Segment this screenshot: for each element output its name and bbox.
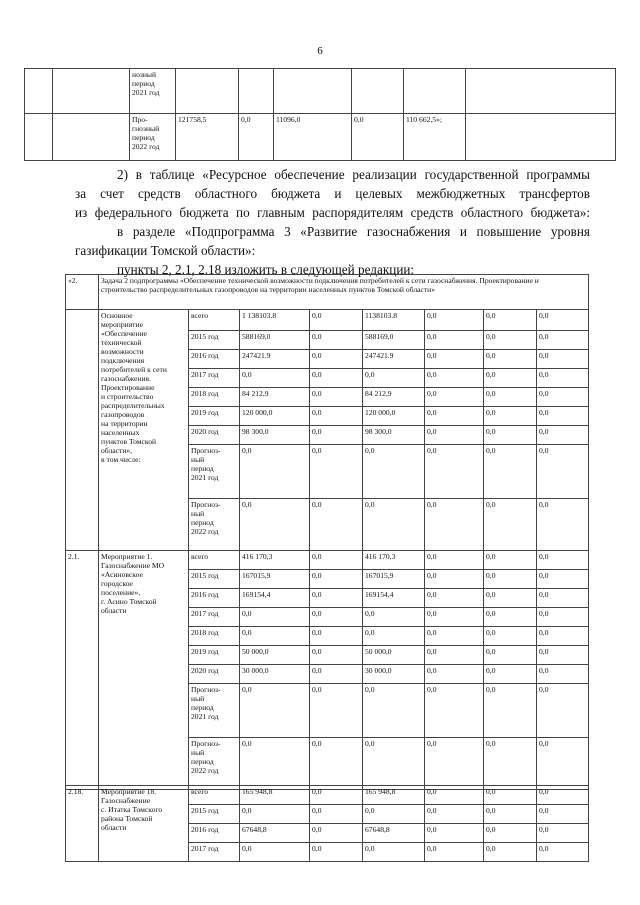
period-cell: Прогноз- ный период 2021 год (189, 684, 240, 738)
period-cell: 2015 год (189, 570, 240, 589)
value-cell: 0,0 (425, 570, 484, 589)
period-cell: 2017 год (189, 369, 240, 388)
value-cell: 0,0 (484, 684, 537, 738)
top-total-cell: 121758,5 (176, 114, 239, 161)
value-cell: 0,0 (537, 646, 589, 665)
top-value-cell: 0,0 (239, 114, 274, 161)
main-table (65, 274, 589, 790)
value-cell: 0,0 (484, 627, 537, 646)
total-cell: 0,0 (240, 627, 310, 646)
text-line: газификации Томской области»: (75, 243, 256, 258)
total-cell: 0,0 (240, 608, 310, 627)
value-cell: 0,0 (537, 388, 589, 407)
value-cell: 0,0 (484, 331, 537, 350)
value-cell: 0,0 (425, 646, 484, 665)
value-cell: 0,0 (310, 843, 363, 862)
bottom-table (65, 785, 589, 862)
value-cell: 0,0 (484, 551, 537, 570)
value-cell: 0,0 (537, 824, 589, 843)
text-line: 2) в таблице «Ресурсное обеспечение реализации государственной программы (117, 167, 590, 182)
total-cell: 84 212,9 (240, 388, 310, 407)
value-cell: 0,0 (310, 684, 363, 738)
row-number: 2.18. (66, 786, 99, 862)
value-cell: 0,0 (537, 445, 589, 499)
period-cell: 2016 год (189, 350, 240, 369)
value-cell: 167015,9 (363, 570, 425, 589)
task-title: Задача 2 подпрограммы «Обеспечение технической возможности подключения потребителей к сети газоснабжения. Проектирование и строительство распределительных газопроводов на территории населенных пунктов Томской области» (99, 275, 589, 310)
value-cell: 0,0 (484, 786, 537, 805)
value-cell: 0,0 (363, 608, 425, 627)
total-cell: 588169,0 (240, 331, 310, 350)
period-cell: всего (189, 310, 240, 331)
value-cell: 0,0 (310, 738, 363, 790)
total-cell: 0,0 (240, 499, 310, 551)
value-cell: 0,0 (484, 805, 537, 824)
value-cell: 0,0 (310, 369, 363, 388)
value-cell: 0,0 (537, 310, 589, 331)
value-cell: 0,0 (537, 426, 589, 445)
value-cell: 0,0 (484, 824, 537, 843)
task-number: «2. (66, 275, 99, 310)
value-cell: 0,0 (484, 499, 537, 551)
total-cell: 120 000,0 (240, 407, 310, 426)
value-cell: 0,0 (363, 738, 425, 790)
value-cell: 0,0 (310, 407, 363, 426)
total-cell: 167015,9 (240, 570, 310, 589)
total-cell: 98 300,0 (240, 426, 310, 445)
value-cell: 0,0 (537, 684, 589, 738)
value-cell: 0,0 (425, 843, 484, 862)
total-cell: 0,0 (240, 843, 310, 862)
value-cell: 0,0 (537, 627, 589, 646)
measure-name: Мероприятие 1. Газоснабжение МО «Асиновское городское поселение», г. Асино Томской области (99, 551, 189, 790)
value-cell: 416 170,3 (363, 551, 425, 570)
value-cell: 0,0 (537, 665, 589, 684)
period-cell: 2016 год (189, 589, 240, 608)
top-period-cell: Про- гнозный период 2022 год (130, 114, 176, 161)
value-cell: 0,0 (363, 445, 425, 499)
value-cell: 0,0 (425, 786, 484, 805)
period-cell: 2020 год (189, 426, 240, 445)
period-cell: Прогноз- ный период 2022 год (189, 738, 240, 790)
value-cell: 0,0 (310, 426, 363, 445)
total-cell: 0,0 (240, 805, 310, 824)
total-cell: 247421.9 (240, 350, 310, 369)
value-cell: 0,0 (310, 310, 363, 331)
table-row (66, 310, 589, 331)
value-cell: 0,0 (537, 350, 589, 369)
value-cell: 50 000,0 (363, 646, 425, 665)
value-cell: 588169,0 (363, 331, 425, 350)
value-cell: 165 948,8 (363, 786, 425, 805)
value-cell: 0,0 (537, 805, 589, 824)
period-cell: Прогноз- ный период 2022 год (189, 499, 240, 551)
total-cell: 0,0 (240, 369, 310, 388)
value-cell: 98 300,0 (363, 426, 425, 445)
value-cell: 0,0 (484, 608, 537, 627)
value-cell: 120 000,0 (363, 407, 425, 426)
value-cell: 0,0 (537, 570, 589, 589)
value-cell: 169154,4 (363, 589, 425, 608)
top-period-cell: нозный период 2021 год (130, 69, 176, 114)
value-cell: 0,0 (310, 665, 363, 684)
value-cell: 0,0 (310, 388, 363, 407)
value-cell: 0,0 (484, 589, 537, 608)
value-cell: 0,0 (310, 805, 363, 824)
total-cell: 165 948,8 (240, 786, 310, 805)
value-cell: 0,0 (484, 369, 537, 388)
value-cell: 0,0 (425, 551, 484, 570)
value-cell: 0,0 (310, 499, 363, 551)
period-cell: 2017 год (189, 843, 240, 862)
period-cell: 2015 год (189, 331, 240, 350)
value-cell: 0,0 (425, 608, 484, 627)
value-cell: 0,0 (363, 499, 425, 551)
top-value-cell: 110 662,5»; (404, 114, 466, 161)
body-text (75, 165, 590, 279)
value-cell: 0,0 (537, 589, 589, 608)
value-cell: 0,0 (537, 551, 589, 570)
value-cell: 0,0 (310, 331, 363, 350)
value-cell: 30 000,0 (363, 665, 425, 684)
text-line: за счет средств областного бюджета и целевых межбюджетных трансфертов (75, 186, 590, 201)
value-cell: 0,0 (537, 407, 589, 426)
period-cell: Прогноз- ный период 2021 год (189, 445, 240, 499)
value-cell: 0,0 (484, 570, 537, 589)
value-cell: 0,0 (425, 369, 484, 388)
period-cell: 2015 год (189, 805, 240, 824)
row-number: 2.1. (66, 551, 99, 790)
value-cell: 0,0 (484, 843, 537, 862)
period-cell: 2019 год (189, 407, 240, 426)
period-cell: 2016 год (189, 824, 240, 843)
row-number (66, 310, 99, 551)
top-cell-empty (53, 69, 130, 114)
value-cell: 0,0 (537, 369, 589, 388)
value-cell: 0,0 (484, 738, 537, 790)
table-row (66, 786, 589, 805)
value-cell: 0,0 (484, 445, 537, 499)
total-cell: 50 000,0 (240, 646, 310, 665)
period-cell: 2019 год (189, 646, 240, 665)
value-cell: 0,0 (363, 805, 425, 824)
value-cell: 0,0 (310, 824, 363, 843)
table-row (66, 551, 589, 570)
top-value-cell: 0,0 (352, 114, 404, 161)
value-cell: 247421.9 (363, 350, 425, 369)
value-cell: 0,0 (484, 350, 537, 369)
value-cell: 0,0 (363, 369, 425, 388)
value-cell: 67648,8 (363, 824, 425, 843)
value-cell: 0,0 (310, 445, 363, 499)
value-cell: 0,0 (425, 445, 484, 499)
total-cell: 30 000,0 (240, 665, 310, 684)
value-cell: 0,0 (310, 608, 363, 627)
value-cell: 0,0 (425, 805, 484, 824)
top-table (24, 68, 616, 161)
value-cell: 0,0 (537, 786, 589, 805)
value-cell: 0,0 (484, 665, 537, 684)
value-cell: 0,0 (537, 499, 589, 551)
value-cell: 0,0 (425, 738, 484, 790)
period-cell: 2017 год (189, 608, 240, 627)
text-line: из федерального бюджета по главным распорядителям средств областного бюджета»: (75, 205, 590, 220)
top-cell-empty (25, 69, 53, 114)
value-cell: 0,0 (425, 350, 484, 369)
value-cell: 0,0 (310, 570, 363, 589)
total-cell: 0,0 (240, 445, 310, 499)
value-cell: 0,0 (537, 608, 589, 627)
top-value-cell: 11096,0 (274, 114, 352, 161)
value-cell: 0,0 (425, 407, 484, 426)
value-cell: 0,0 (484, 388, 537, 407)
value-cell: 0,0 (310, 646, 363, 665)
value-cell: 0,0 (425, 589, 484, 608)
value-cell: 0,0 (425, 310, 484, 331)
period-cell: всего (189, 786, 240, 805)
value-cell: 1138103.8 (363, 310, 425, 331)
value-cell: 84 212,9 (363, 388, 425, 407)
measure-name: Мероприятие 18. Газоснабжение с. Итатка Томского района Томской области (99, 786, 189, 862)
value-cell: 0,0 (310, 589, 363, 608)
total-cell: 416 170,3 (240, 551, 310, 570)
text-line: пункты 2, 2.1, 2.18 изложить в следующей редакции: (117, 262, 415, 277)
period-cell: 2018 год (189, 388, 240, 407)
total-cell: 0,0 (240, 738, 310, 790)
value-cell: 0,0 (425, 684, 484, 738)
total-cell: 67648,8 (240, 824, 310, 843)
value-cell: 0,0 (425, 627, 484, 646)
value-cell: 0,0 (310, 551, 363, 570)
value-cell: 0,0 (484, 646, 537, 665)
value-cell: 0,0 (363, 684, 425, 738)
value-cell: 0,0 (425, 388, 484, 407)
text-line: в разделе «Подпрограмма 3 «Развитие газоснабжения и повышение уровня (117, 224, 590, 239)
measure-name: Основное мероприятие «Обеспечение технической возможности подключения потребителей к сети газоснабжения. Проектирование и строительство распределительных газопроводов на территории населенных пунктов Томской области», в том числе: (99, 310, 189, 551)
value-cell: 0,0 (425, 824, 484, 843)
total-cell: 1 138103.8 (240, 310, 310, 331)
period-cell: 2020 год (189, 665, 240, 684)
value-cell: 0,0 (484, 310, 537, 331)
value-cell: 0,0 (425, 499, 484, 551)
value-cell: 0,0 (363, 627, 425, 646)
total-cell: 0,0 (240, 684, 310, 738)
value-cell: 0,0 (537, 738, 589, 790)
value-cell: 0,0 (363, 843, 425, 862)
value-cell: 0,0 (425, 665, 484, 684)
page-number: 6 (317, 45, 323, 57)
value-cell: 0,0 (310, 786, 363, 805)
total-cell: 169154,4 (240, 589, 310, 608)
value-cell: 0,0 (310, 350, 363, 369)
value-cell: 0,0 (310, 627, 363, 646)
value-cell: 0,0 (537, 331, 589, 350)
period-cell: всего (189, 551, 240, 570)
value-cell: 0,0 (425, 426, 484, 445)
value-cell: 0,0 (484, 407, 537, 426)
value-cell: 0,0 (537, 843, 589, 862)
value-cell: 0,0 (484, 426, 537, 445)
value-cell: 0,0 (425, 331, 484, 350)
period-cell: 2018 год (189, 627, 240, 646)
